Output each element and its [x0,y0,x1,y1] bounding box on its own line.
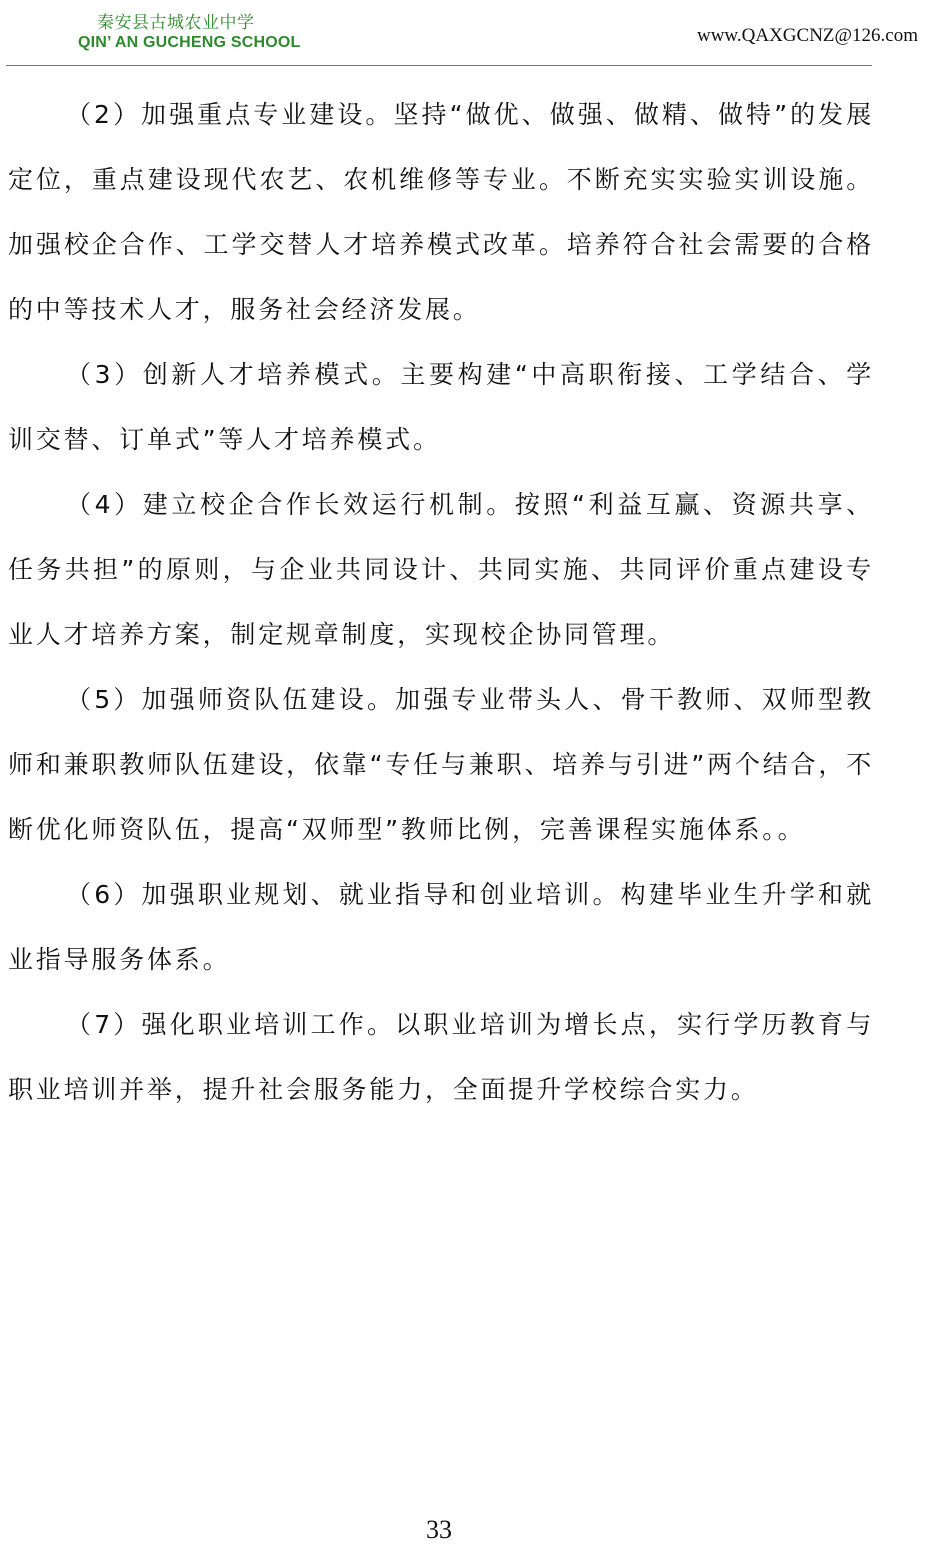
paragraph-2-key-majors: （2）加强重点专业建设。坚持“做优、做强、做精、做特”的发展定位，重点建设现代农艺、农机维修等专业。不断充实实验实训设施。加强校企合作、工学交替人才培养模式改革。培养符合社会需要的合格的中等技术人才，服务社会经济发展。 [8,100,874,324]
paragraph-3-training-model: （3）创新人才培养模式。主要构建“中高职衔接、工学结合、学训交替、订单式”等人才培养模式。 [8,360,874,454]
page-number: 33 [426,1515,452,1544]
header-divider [6,65,872,66]
page-header [0,0,950,70]
contact-email: www.QAXGCNZ@126.com [696,25,918,46]
paragraph-5-faculty: （5）加强师资队伍建设。加强专业带头人、骨干教师、双师型教师和兼职教师队伍建设，依靠“专任与兼职、培养与引进”两个结合，不断优化师资队伍，提高“双师型”教师比例，完善课程实施体系。。 [8,685,874,844]
document-body [8,82,874,1122]
school-name-english: QIN’ AN GUCHENG SCHOOL [78,34,301,51]
paragraph-4-school-enterprise: （4）建立校企合作长效运行机制。按照“利益互赢、资源共享、任务共担”的原则，与企业共同设计、共同实施、共同评价重点建设专业人才培养方案，制定规章制度，实现校企协同管理。 [8,490,874,649]
paragraph-7-vocational-training: （7）强化职业培训工作。以职业培训为增长点，实行学历教育与职业培训并举，提升社会服务能力，全面提升学校综合实力。 [8,1010,874,1104]
school-name-chinese: 秦安县古城农业中学 [97,13,255,33]
paragraph-6-career-guidance: （6）加强职业规划、就业指导和创业培训。构建毕业生升学和就业指导服务体系。 [8,880,874,974]
